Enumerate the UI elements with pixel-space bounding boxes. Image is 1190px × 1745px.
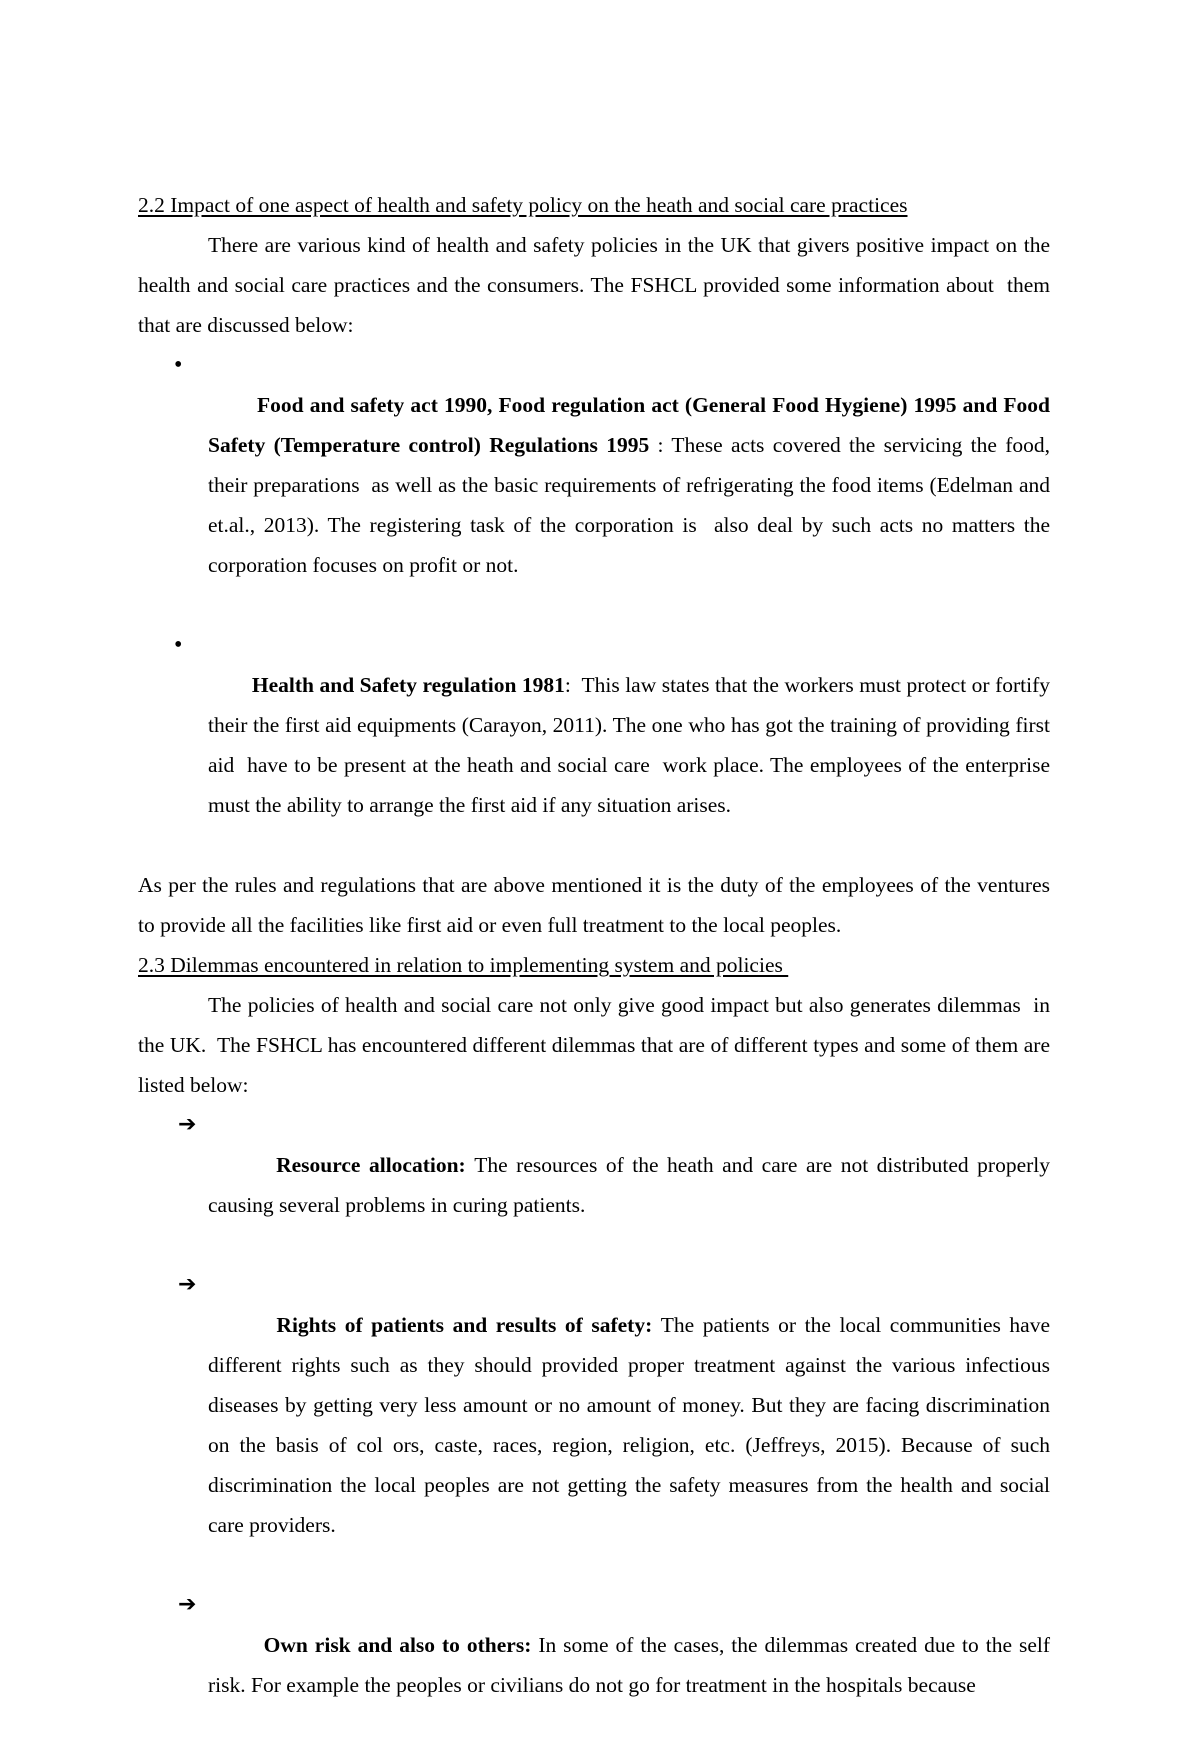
section-2-3 xyxy=(138,945,1056,1745)
arrow-right-icon: ➔ xyxy=(178,1272,197,1297)
list-item-body: : These acts covered the servicing the food, their preparations as well as the basic requirements of refrigerating the food items (Edelman and et.al., 2013). The registering task of the corporation is also deal by such acts no matters the corporation focuses on profit or not. xyxy=(208,433,1056,577)
list-item xyxy=(138,625,1056,865)
list-item xyxy=(138,1105,1056,1265)
list-item-bold-lead: Health and Safety regulation 1981 xyxy=(251,673,565,697)
section-heading-2-2: 2.2 Impact of one aspect of health and safety policy on the heath and social care practices xyxy=(138,193,908,217)
section-2-2 xyxy=(138,185,1061,945)
list-item xyxy=(138,1265,1056,1585)
list-item-body: : This law states that the workers must protect or fortify their the first aid equipments (Carayon, 2011). The one who has got the training of providing first aid have to be present at the heath and social care work place. The employees of the enterprise must the ability to arrange the first aid if any situation arises. xyxy=(208,673,1056,817)
list-item-bold-lead: Own risk and also to others: xyxy=(263,1633,539,1657)
section-closing-2-2: As per the rules and regulations that are above mentioned it is the duty of the employees of the ventures to provide all the facilities like first aid or even full treatment to the local peoples. xyxy=(138,873,1056,937)
section-intro-2-2: There are various kind of health and safety policies in the UK that givers positive impact on the health and social care practices and the consumers. The FSHCL provided some information about them that are discussed below: xyxy=(138,233,1061,337)
list-item-body: In some of the cases, the dilemmas created due to the self risk. For example the peoples or civilians do not go for treatment in the hospitals because xyxy=(208,1633,1056,1697)
arrow-right-icon: ➔ xyxy=(178,1592,197,1617)
list-item-bold-lead: Rights of patients and results of safety: xyxy=(276,1313,661,1337)
list-item-body: The resources of the heath and care are not distributed properly causing several problems in curing patients. xyxy=(208,1153,1056,1217)
section-intro-2-3: The policies of health and social care not only give good impact but also generates dilemmas in the UK. The FSHCL has encountered different dilemmas that are of different types and some of them are listed below: xyxy=(138,993,1056,1097)
list-item xyxy=(138,1585,1056,1745)
list-item xyxy=(138,345,1056,625)
bullet-dot-icon: • xyxy=(174,352,183,378)
section-heading-2-3: 2.3 Dilemmas encountered in relation to implementing system and policies xyxy=(138,953,789,977)
list-item-body: The patients or the local communities have different rights such as they should provided proper treatment against the various infectious diseases by getting very less amount or no amount of money. But they are facing discrimination on the basis of col ors, caste, races, region, religion, etc. (Jeffreys, 2015). Because of such discrimination the local peoples are not getting the safety measures from the health and social care providers. xyxy=(208,1313,1056,1537)
list-item-bold-lead: Food and safety act 1990, Food regulation act (General Food Hygiene) 1995 and Food Safety (Temperature control) Regulations 1995 xyxy=(208,393,1056,457)
arrow-right-icon: ➔ xyxy=(178,1112,197,1137)
bullet-list-2-3 xyxy=(138,1105,1056,1745)
bullet-dot-icon: • xyxy=(174,632,183,658)
bullet-list-2-2 xyxy=(138,345,1056,865)
list-item-bold-lead: Resource allocation: xyxy=(276,1153,475,1177)
